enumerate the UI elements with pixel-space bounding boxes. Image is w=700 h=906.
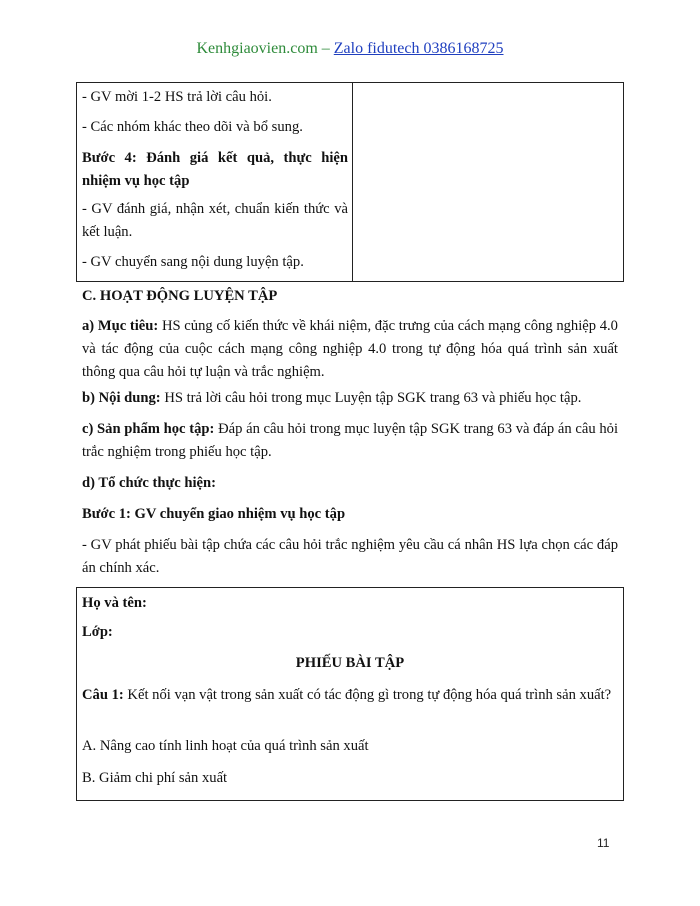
site-name: Kenhgiaovien.com — [196, 40, 318, 57]
table-line-2: - Các nhóm khác theo dõi và bổ sung. — [82, 119, 303, 135]
objective-text: HS củng cố kiến thức về khái niệm, đặc trưng của cách mạng công nghiệp 4.0 và tác động của cuộc cách mạng công nghiệp 4.0 trong tự động hóa quá trình sản xuất thông qua câu hỏi tự luận và trắc nghiệm. — [82, 318, 618, 380]
objective-label: a) Mục tiêu: — [82, 318, 159, 334]
question-1-label: Câu 1: — [82, 687, 124, 703]
option-b: B. Giảm chi phí sản xuất — [82, 770, 228, 786]
step4-line-2: - GV chuyển sang nội dung luyện tập. — [82, 254, 304, 270]
contact-link[interactable]: Zalo fidutech 0386168725 — [333, 40, 504, 57]
product-paragraph — [82, 418, 618, 464]
objective-paragraph — [82, 315, 618, 384]
organization-label: d) Tổ chức thực hiện: — [82, 475, 217, 491]
question-1-text: Kết nối vạn vật trong sản xuất có tác động gì trong tự động hóa quá trình sản xuất? — [127, 687, 612, 703]
product-text: Đáp án câu hỏi trong mục luyện tập SGK trang 63 và đáp án câu hỏi trắc nghiệm trong phiếu học tập. — [82, 421, 618, 460]
step1-text: - GV phát phiếu bài tập chứa các câu hỏi trắc nghiệm yêu cầu cá nhân HS lựa chọn các đáp án chính xác. — [82, 537, 618, 576]
name-label: Họ và tên: — [82, 595, 147, 611]
class-label: Lớp: — [82, 624, 113, 640]
step4-title: Bước 4: Đánh giá kết quả, thực hiện nhiệm vụ học tập — [82, 150, 348, 189]
section-title: C. HOẠT ĐỘNG LUYỆN TẬP — [82, 288, 278, 304]
step1-title: Bước 1: GV chuyển giao nhiệm vụ học tập — [82, 506, 346, 522]
worksheet-title: PHIẾU BÀI TẬP — [295, 655, 405, 671]
content-paragraph — [82, 387, 618, 410]
page-number: 11 — [597, 836, 610, 850]
content-text: HS trả lời câu hỏi trong mục Luyện tập SGK trang 63 và phiếu học tập. — [164, 390, 582, 406]
option-a: A. Nâng cao tính linh hoạt của quá trình sản xuất — [82, 738, 369, 754]
product-label: c) Sản phẩm học tập: — [82, 421, 215, 437]
page-header — [0, 40, 700, 58]
question-1 — [82, 684, 618, 707]
header-separator: – — [321, 40, 330, 57]
step4-line-1: - GV đánh giá, nhận xét, chuẩn kiến thức và kết luận. — [82, 201, 348, 240]
content-label: b) Nội dung: — [82, 390, 161, 406]
table-column-divider — [352, 83, 353, 281]
table-line-1: - GV mời 1-2 HS trả lời câu hỏi. — [82, 89, 272, 105]
